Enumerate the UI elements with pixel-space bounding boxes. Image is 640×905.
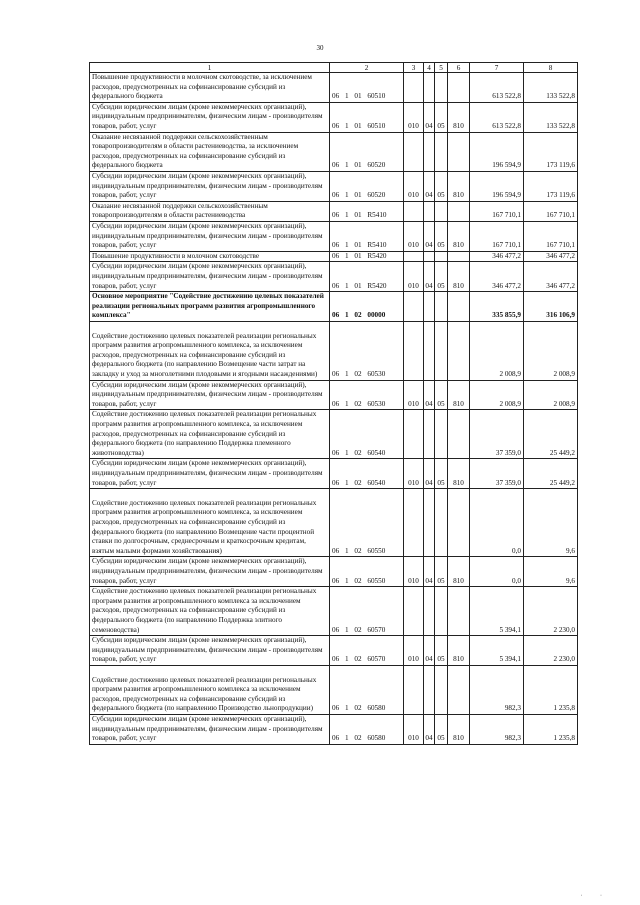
row-col5: 05 (435, 636, 448, 666)
row-value-col7: 2 008,9 (470, 321, 524, 380)
table-row (90, 171, 578, 201)
table-row (90, 380, 578, 410)
table-row (90, 201, 578, 221)
row-name: Содействие достижению целевых показателей реализации региональных программ развития агропромышленного комплекса за исключением расходов, предусмотренных на софинансирование субсидий из федерального бюджета (по направлению Поддержка элитного семеноводства) (90, 587, 330, 636)
row-col6: 810 (448, 102, 470, 132)
col-header-3: 3 (404, 63, 424, 73)
table-row (90, 132, 578, 171)
row-code: 06 1 01 60510 (330, 102, 404, 132)
row-col4 (424, 489, 435, 557)
row-name: Субсидии юридическим лицам (кроме некоммерческих организаций), индивидуальным предпринимателям, физическим лицам - производителям товаров, работ, услуг (90, 459, 330, 489)
row-col4 (424, 665, 435, 714)
row-col4: 04 (424, 262, 435, 292)
row-col6: 810 (448, 714, 470, 744)
row-col5: 05 (435, 171, 448, 201)
row-col6: 810 (448, 636, 470, 666)
row-col5 (435, 587, 448, 636)
row-col3 (404, 292, 424, 322)
row-value-col8: 173 119,6 (524, 171, 578, 201)
row-col3 (404, 587, 424, 636)
row-col3 (404, 73, 424, 103)
table-row (90, 262, 578, 292)
table-row (90, 251, 578, 262)
row-value-col8: 133 522,8 (524, 102, 578, 132)
row-col3: 010 (404, 714, 424, 744)
row-value-col7: 196 594,9 (470, 171, 524, 201)
row-col6: 810 (448, 171, 470, 201)
row-name: Субсидии юридическим лицам (кроме некоммерческих организаций), индивидуальным предпринимателям, физическим лицам - производителям товаров, работ, услуг (90, 714, 330, 744)
table-row (90, 102, 578, 132)
row-value-col7: 0,0 (470, 557, 524, 587)
row-code: 06 1 01 60510 (330, 73, 404, 103)
row-col5 (435, 489, 448, 557)
row-col6 (448, 321, 470, 380)
row-value-col7: 613 522,8 (470, 102, 524, 132)
row-col3 (404, 489, 424, 557)
row-col4: 04 (424, 636, 435, 666)
row-col5 (435, 73, 448, 103)
col-header-5: 5 (435, 63, 448, 73)
row-col5 (435, 292, 448, 322)
row-name: Субсидии юридическим лицам (кроме некоммерческих организаций), индивидуальным предпринимателям, физическим лицам - производителям товаров, работ, услуг (90, 380, 330, 410)
row-name: Основное мероприятие "Содействие достижению целевых показателей реализации региональных программ развития агропромышленного комплекса" (90, 292, 330, 322)
row-value-col8: 346 477,2 (524, 251, 578, 262)
row-code: 06 1 02 60570 (330, 636, 404, 666)
row-value-col8: 25 449,2 (524, 410, 578, 459)
row-value-col8: 2 230,0 (524, 636, 578, 666)
row-value-col7: 196 594,9 (470, 132, 524, 171)
corner-marks: · · (580, 893, 610, 899)
row-col4 (424, 132, 435, 171)
table-row (90, 557, 578, 587)
table-row (90, 636, 578, 666)
row-col4: 04 (424, 459, 435, 489)
row-code: 06 1 02 60540 (330, 410, 404, 459)
row-code: 06 1 02 60530 (330, 380, 404, 410)
row-value-col8: 167 710,1 (524, 221, 578, 251)
row-name: Содействие достижению целевых показателей реализации региональных программ развития агропромышленного комплекса, за исключением расходов, предусмотренных на софинансирование субсидий из федерального бюджета (по направлению Поддержка племенного животноводства) (90, 410, 330, 459)
row-col4 (424, 251, 435, 262)
row-value-col7: 982,3 (470, 665, 524, 714)
row-value-col8: 2 008,9 (524, 321, 578, 380)
row-col5 (435, 665, 448, 714)
row-code: 06 1 01 R5420 (330, 251, 404, 262)
row-col3 (404, 251, 424, 262)
row-col6 (448, 410, 470, 459)
row-name: Субсидии юридическим лицам (кроме некоммерческих организаций), индивидуальным предпринимателям, физическим лицам - производителям товаров, работ, услуг (90, 171, 330, 201)
row-code: 06 1 02 00000 (330, 292, 404, 322)
row-code: 06 1 02 60530 (330, 321, 404, 380)
row-name: Содействие достижению целевых показателей реализации региональных программ развития агропромышленного комплекса за исключением расходов, предусмотренных на софинансирование субсидий из федерального бюджета (по направлению Производство льнопродукции) (90, 665, 330, 714)
row-col4 (424, 321, 435, 380)
row-value-col7: 167 710,1 (470, 221, 524, 251)
row-col6: 810 (448, 380, 470, 410)
row-col4 (424, 587, 435, 636)
row-col5: 05 (435, 102, 448, 132)
row-col5: 05 (435, 262, 448, 292)
row-name: Оказание несвязанной поддержки сельскохозяйственным товаропроизводителям в области растениеводства, за исключением расходов, предусмотренных на софинансирование субсидий из федерального бюджета (90, 132, 330, 171)
row-col3: 010 (404, 221, 424, 251)
row-value-col8: 1 235,8 (524, 714, 578, 744)
row-col6: 810 (448, 221, 470, 251)
row-value-col8: 346 477,2 (524, 262, 578, 292)
row-col3: 010 (404, 262, 424, 292)
row-col4: 04 (424, 557, 435, 587)
row-value-col7: 5 394,1 (470, 587, 524, 636)
row-value-col8: 133 522,8 (524, 73, 578, 103)
row-value-col7: 37 359,0 (470, 410, 524, 459)
row-col4: 04 (424, 380, 435, 410)
row-col6 (448, 132, 470, 171)
row-col6 (448, 73, 470, 103)
row-value-col8: 167 710,1 (524, 201, 578, 221)
col-header-7: 7 (470, 63, 524, 73)
row-code: 06 1 02 60550 (330, 489, 404, 557)
row-value-col7: 37 359,0 (470, 459, 524, 489)
table-row (90, 459, 578, 489)
row-col5 (435, 410, 448, 459)
table-row (90, 665, 578, 714)
row-code: 06 1 01 R5420 (330, 262, 404, 292)
row-col3 (404, 321, 424, 380)
row-value-col8: 173 119,6 (524, 132, 578, 171)
row-value-col7: 0,0 (470, 489, 524, 557)
row-name: Содействие достижению целевых показателей реализации региональных программ развития агропромышленного комплекса, за исключением расходов, предусмотренных на софинансирование субсидий из федерального бюджета (по направлению Возмещение части процентной ставки по долгосрочным, среднесрочным и краткосрочным кредитам, взятым малыми формами хозяйствования) (90, 489, 330, 557)
table-row (90, 489, 578, 557)
row-name: Содействие достижению целевых показателей реализации региональных программ развития агропромышленного комплекса, за исключением расходов, предусмотренных на софинансирование субсидий из федерального бюджета (по направлению Возмещение части затрат на закладку и уход за многолетними плодовыми и ягодными насаждениями) (90, 321, 330, 380)
row-value-col8: 9,6 (524, 489, 578, 557)
row-value-col8: 2 008,9 (524, 380, 578, 410)
page-number: 30 (316, 44, 324, 52)
table-row (90, 587, 578, 636)
row-col4: 04 (424, 714, 435, 744)
row-name: Субсидии юридическим лицам (кроме некоммерческих организаций), индивидуальным предпринимателям, физическим лицам - производителям товаров, работ, услуг (90, 557, 330, 587)
row-code: 06 1 02 60580 (330, 714, 404, 744)
row-code: 06 1 01 60520 (330, 132, 404, 171)
row-col5 (435, 321, 448, 380)
table-row (90, 73, 578, 103)
row-value-col7: 982,3 (470, 714, 524, 744)
row-name: Субсидии юридическим лицам (кроме некоммерческих организаций), индивидуальным предпринимателям, физическим лицам - производителям товаров, работ, услуг (90, 262, 330, 292)
row-col6: 810 (448, 262, 470, 292)
header-row (90, 63, 578, 73)
row-value-col8: 9,6 (524, 557, 578, 587)
row-code: 06 1 02 60570 (330, 587, 404, 636)
row-name: Повышение продуктивности в молочном скотоводстве, за исключением расходов, предусмотренных на софинансирование субсидий из федерального бюджета (90, 73, 330, 103)
row-col6 (448, 489, 470, 557)
table-body (90, 73, 578, 745)
row-col6 (448, 201, 470, 221)
row-col5: 05 (435, 380, 448, 410)
row-value-col8: 1 235,8 (524, 665, 578, 714)
row-col3 (404, 201, 424, 221)
row-col4 (424, 201, 435, 221)
row-name: Субсидии юридическим лицам (кроме некоммерческих организаций), индивидуальным предпринимателям, физическим лицам - производителям товаров, работ, услуг (90, 636, 330, 666)
row-col6: 810 (448, 459, 470, 489)
row-value-col8: 316 106,9 (524, 292, 578, 322)
row-value-col8: 2 230,0 (524, 587, 578, 636)
col-header-8: 8 (524, 63, 578, 73)
row-col3: 010 (404, 171, 424, 201)
row-col4 (424, 73, 435, 103)
row-value-col7: 167 710,1 (470, 201, 524, 221)
row-code: 06 1 01 R5410 (330, 201, 404, 221)
row-col6 (448, 251, 470, 262)
table-row (90, 292, 578, 322)
row-value-col7: 335 855,9 (470, 292, 524, 322)
row-col3 (404, 132, 424, 171)
row-col3: 010 (404, 557, 424, 587)
row-col4: 04 (424, 221, 435, 251)
row-code: 06 1 02 60580 (330, 665, 404, 714)
row-code: 06 1 01 R5410 (330, 221, 404, 251)
row-code: 06 1 01 60520 (330, 171, 404, 201)
row-col3: 010 (404, 636, 424, 666)
row-col5: 05 (435, 221, 448, 251)
budget-table (89, 62, 578, 745)
row-col5: 05 (435, 459, 448, 489)
table-row (90, 221, 578, 251)
col-header-2: 2 (330, 63, 404, 73)
row-value-col7: 5 394,1 (470, 636, 524, 666)
col-header-6: 6 (448, 63, 470, 73)
row-col5: 05 (435, 557, 448, 587)
row-col4 (424, 292, 435, 322)
row-col5 (435, 132, 448, 171)
table-row (90, 714, 578, 744)
row-col3: 010 (404, 102, 424, 132)
row-name: Оказание несвязанной поддержки сельскохозяйственным товаропроизводителям в области растениеводства (90, 201, 330, 221)
col-header-4: 4 (424, 63, 435, 73)
row-name: Повышение продуктивности в молочном скотоводстве (90, 251, 330, 262)
table-row (90, 321, 578, 380)
row-col4 (424, 410, 435, 459)
row-col5 (435, 201, 448, 221)
row-col6: 810 (448, 557, 470, 587)
row-value-col7: 2 008,9 (470, 380, 524, 410)
table-row (90, 410, 578, 459)
row-value-col8: 25 449,2 (524, 459, 578, 489)
row-code: 06 1 02 60550 (330, 557, 404, 587)
row-value-col7: 613 522,8 (470, 73, 524, 103)
row-col3: 010 (404, 459, 424, 489)
row-col4: 04 (424, 102, 435, 132)
row-code: 06 1 02 60540 (330, 459, 404, 489)
row-name: Субсидии юридическим лицам (кроме некоммерческих организаций), индивидуальным предпринимателям, физическим лицам - производителям товаров, работ, услуг (90, 221, 330, 251)
row-col3 (404, 410, 424, 459)
row-col6 (448, 292, 470, 322)
row-col6 (448, 587, 470, 636)
col-header-1: 1 (90, 63, 330, 73)
row-value-col7: 346 477,2 (470, 262, 524, 292)
row-col5 (435, 251, 448, 262)
row-name: Субсидии юридическим лицам (кроме некоммерческих организаций), индивидуальным предпринимателям, физическим лицам - производителям товаров, работ, услуг (90, 102, 330, 132)
row-col3: 010 (404, 380, 424, 410)
row-col3 (404, 665, 424, 714)
row-col4: 04 (424, 171, 435, 201)
row-value-col7: 346 477,2 (470, 251, 524, 262)
row-col5: 05 (435, 714, 448, 744)
row-col6 (448, 665, 470, 714)
